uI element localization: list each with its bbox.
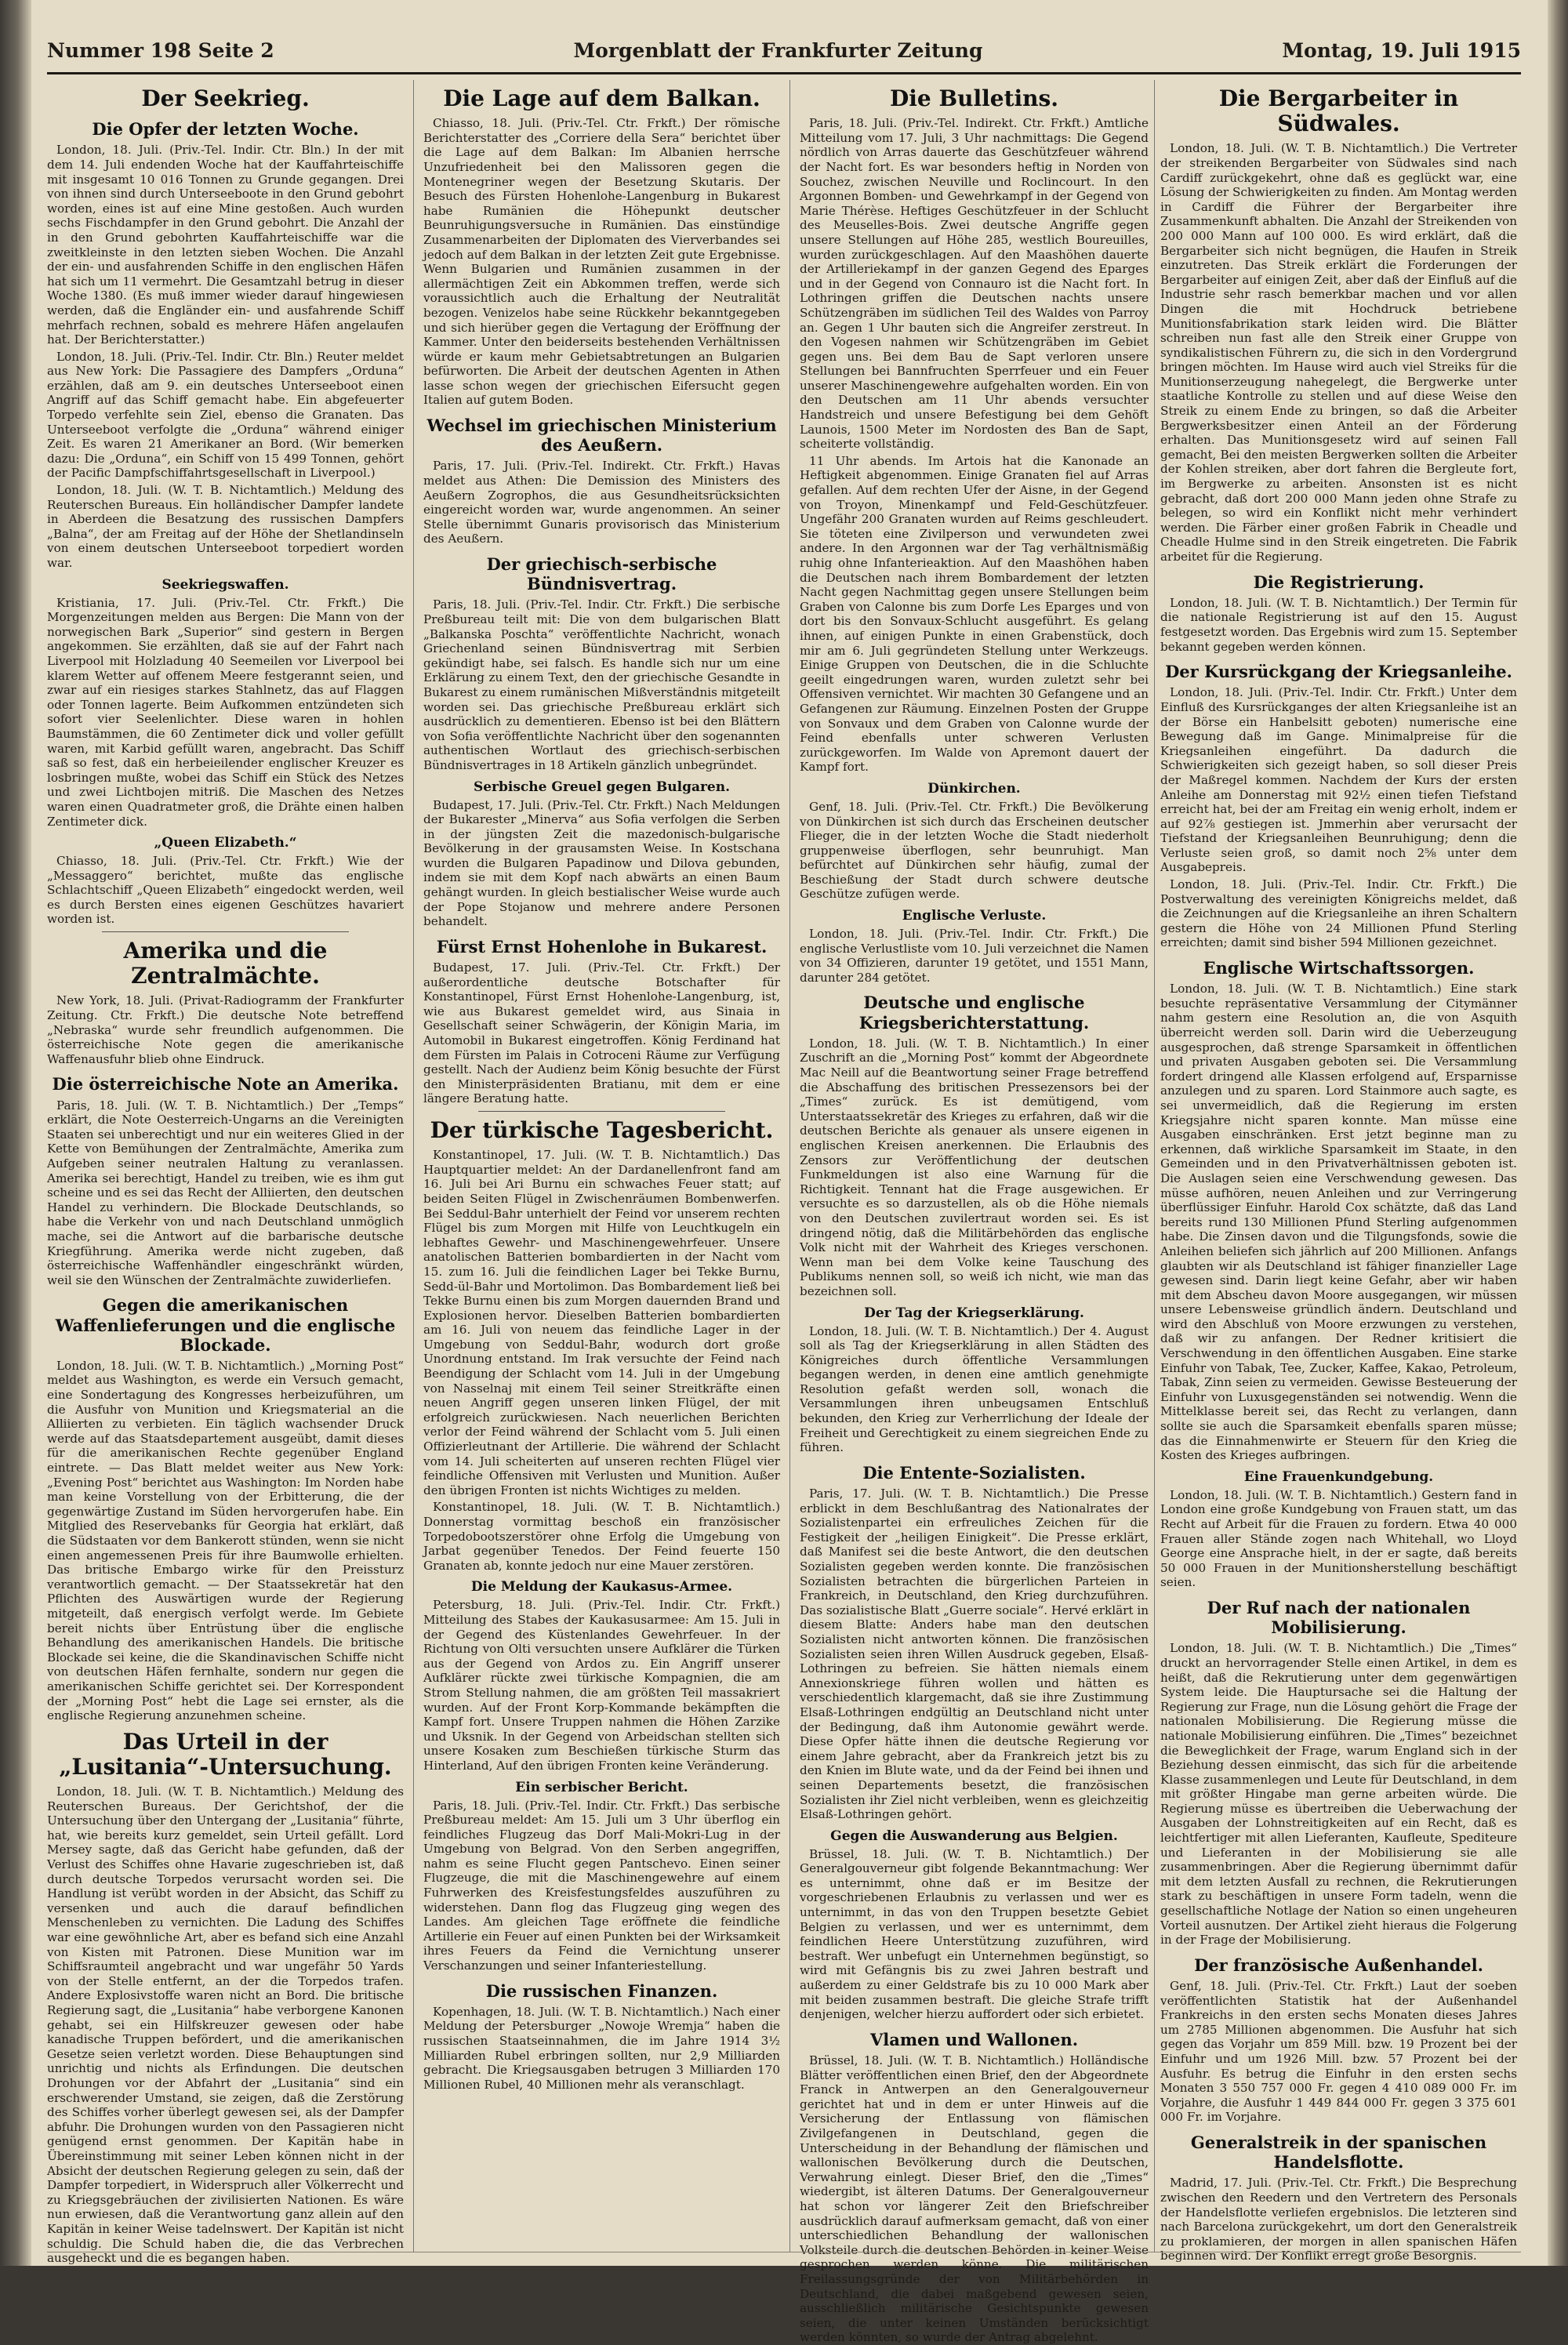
article-paragraph: Brüssel, 18. Juli. (W. T. B. Nichtamtlich.) Holländische Blätter veröffentlichen einen Brief, den der Abgeordnete Franck in Antwerpen an den Generalgouverneur gerichtet hat und in dem er unter Hinweis auf die Versicherung der Entlassung von flämischen Zivilgefangenen in Deutschland, gegen die Unterscheidung in der Behandlung der flämischen und wallonischen Bevölkerung durch die Deutschen, Verwahrung einlegt. Dieser Brief, den die „Times“ wiedergibt, ist älteren Datums. Der Generalgouverneur hat schon vor längerer Zeit den Briefschreiber ausdrücklich darauf aufmerksam gemacht, daß von einer unterschiedlichen Behandlung der wallonischen Volksteile durch die deutschen Behörden in keiner Weise gesprochen werden könne. Die militärischen Freilassungsgründe der von Militärbehörden in Deutschland, die dabei maßgebend gewesen seien, ausschließlich militärische Gesichtspunkte gewesen seien, die unter keinen Umständen berücksichtigt werden könnten, so wurde der Antrag abgelehnt. [800, 2053, 1149, 2345]
article-paragraph: Paris, 17. Juli. (Priv.-Tel. Indirekt. Ctr. Frkft.) Havas meldet aus Athen: Die Demission des Ministers des Aeußern Zogrophos, die aus Gesundheitsrücksichten eingereicht worden war, wurde angenommen. An seiner Stelle übernimmt Gunaris provisorisch das Ministerium des Aeußern. [423, 459, 780, 546]
article-headline: Deutsche und englische Kriegsberichterstattung. [858, 993, 1090, 1033]
article-paragraph: Petersburg, 18. Juli. (Priv.-Tel. Indir. Ctr. Frkft.) Mitteilung des Stabes der Kaukasusarmee: Am 15. Juli in der Gegend des Küstenlandes Gewehrfeuer. In der Richtung von Olti versuchten unsere Aufklärer die Türken aus der Gegend von Ardos zu. Ein Angriff unserer Aufklärer rückte zwei türkische Kompagnien, die am Strom Stellung nahmen, die am größten Teil massakriert wurden. Auf der Front Korp-Kommande bekämpften die Kampf fort. Unsere Truppen nahmen die Höhen Zarzike und Uksnik. In der Gegend von Arbeidschan stellten sich unsere Kosaken zum Beschießen türkische Sturm das Hinterland, Auf den übrigen Fronten keine Veränderung. [423, 1598, 780, 1773]
article-paragraph: London, 18. Juli. (W. T. B. Nichtamtlich.) In einer Zuschrift an die „Morning Post“ kommt der Abgeordnete Mac Neill auf die Beantwortung seiner Frage betreffend die Abschaffung des britischen Pressezensors bei der „Times“ zurück. Es ist demütigend, vom Unterstaatssekretär des Krieges zu erfahren, daß wir die deutschen Berichte als genauer als unsere eigenen in englischen Kreisen anerkennen. Die Erlaubnis des Zensors zur Veröffentlichung der deutschen Funkmeldungen ist also eine Warnung für die Richtigkeit. Tennant hat die Frage ausgewichen. Er versuchte es so darzustellen, als ob die Höhe niemals von den Deutschen zuvilertraut worden sei. Es ist dringend nötig, daß die Militärbehörden das englische Volk nicht mit der Wahrheit des Krieges verschonen. Wenn man bei dem Volke keine Tauschung des Publikums nennen soll, so weiß ich nicht, wie man das bezeichnen soll. [800, 1036, 1149, 1298]
sub-headline: Seekriegswaffen. [162, 576, 289, 593]
article-headline: Die österreichische Note an Amerika. [52, 1074, 399, 1094]
book-binding-edge [0, 0, 31, 2266]
article-paragraph: London, 18. Juli. (W. T. B. Nichtamtlich.) Der Termin für die nationale Registrierung ist auf den 15. August festgesetzt worden. Das Ergebnis wird zum 15. September bekannt gegeben werden können. [1160, 595, 1517, 654]
article-headline: Die Opfer der letzten Woche. [92, 119, 359, 140]
article-paragraph: Chiasso, 18. Juli. (Priv.-Tel. Ctr. Frkft.) Wie der „Messaggero“ berichtet, mußte das englische Schlachtschiff „Queen Elizabeth“ eingedockt werden, weil es durch Bersten eines eigenen Geschützes havariert worden ist. [47, 854, 404, 927]
article-paragraph: Brüssel, 18. Juli. (W. T. B. Nichtamtlich.) Der Generalgouverneur gibt folgende Bekanntmachung: Wer es unternimmt, ohne daß er im Besitze der vorgeschriebenen Erlaubnis zu verlassen und wer es unternimmt, in das von den Truppen besetzte Gebiet Belgien zu verlassen, und wer es unternimmt, dem feindlichen Heere Unterstützung zuzuführen, wird bestraft. Wer unbefugt ein Unternehmen begünstigt, so wird mit Gefängnis bis zu zwei Jahren bestraft und außerdem zu einer Geldstrafe bis zu 10 000 Mark aber mit beiden zusammen bestraft. Die gleiche Strafe trifft denjenigen, welcher hierzu auffordert oder sich erbietet. [800, 1846, 1149, 2022]
issue-number: Nummer 198 Seite 2 [47, 38, 274, 62]
article-paragraph: Paris, 17. Juli. (W. T. B. Nichtamtlich.) Die Presse erblickt in dem Beschlußantrag des Nationalrates der Sozialistenpartei ein erfreuliches Zeichen für die Festigkeit der „heiligen Einigkeit“. Die Presse erklärt, daß Manifest sei die beste Antwort, die den deutschen Sozialisten gegeben werden konnte. Die französischen Sozialisten betrachten die bürgerlichen Parteien in Frankreich, in Deutschland, den Krieg durchzuführen. Das sozialistische Blatt „Guerre sociale“. Hervé erklärt in diesem Blatte: Anders habe man den deutschen Sozialisten nicht antworten können. Die französischen Sozialisten seien ihren Willen Ausdruck gegeben, Elsaß-Lothringen zu befreien. Sie hätten niemals einem Annexionskriege führen wollen und hätten es verschiedentlich klargemacht, daß sie ihre Zustimmung Elsaß-Lothringen endgültig an Deutschland nicht unter der Bedingung, daß ihm Autonomie gewährt werde. Diese Opfer hätte ihnen die deutsche Regierung vor einem Jahre gebracht, aber da Frankreich jetzt bis zu den Knien im Blute wate, und da der Feind bei ihnen und seinen Departements besetzt, die französischen Sozialisten ihr Ziel nicht verbleiben, wenn es gleichzeitig Elsaß-Lothringen gehört. [800, 1486, 1149, 1822]
article-headline: Gegen die amerikanischen Waffenlieferungen und die englische Blockade. [55, 1295, 396, 1355]
section-headline: Die Lage auf dem Balkan. [443, 85, 760, 111]
article-paragraph: London, 18. Juli. (Priv.-Tel. Indir. Ctr. Bln.) Reuter meldet aus New York: Die Passagiere des Dampfers „Orduna“ erzählen, daß am 9. ein deutsches Unterseeboot einen Angriff auf das Schiff gemacht habe. Ein abgefeuerter Torpedo verfehlte sein Ziel, ebenso die Granaten. Das Unterseeboot verfolgte die „Orduna“ während einiger Zeit. Es waren 21 Amerikaner an Bord. (Wir bemerken dazu: Die „Orduna“, ein Schiff von 15 499 Tonnen, gehört der Pacific Dampfschiffahrtsgesellschaft in Liverpool.) [47, 349, 404, 481]
article-paragraph: Budapest, 17. Juli. (Priv.-Tel. Ctr. Frkft.) Nach Meldungen der Bukarester „Minerva“ aus Sofia verfolgen die Serben in der jüngsten Zeit die mazedonisch-bulgarische Bevölkerung in der grausamsten Weise. In Kostschana wurden die Bulgaren Papadinow und Dilova gebunden, indem sie mit dem Kopf nach abwärts an einen Baum gehängt wurden. In gleich bestialischer Weise wurde auch der Pope Stojanow und mehrere andere Personen behandelt. [423, 797, 781, 929]
article-paragraph: Konstantinopel, 18. Juli. (W. T. B. Nichtamtlich.) Donnerstag vormittag beschoß ein französischer Torpedobootszerstörer ohne Erfolg die Umgebung von Jarbat gegenüber Tenedos. Der Feind feuerte 150 Granaten ab, konnte jedoch nur eine Mauer zerstören. [423, 1500, 780, 1573]
section-rule [478, 1111, 725, 1112]
column-3 [800, 80, 1149, 2345]
article-paragraph: London, 18. Juli. (W. T. B. Nichtamtlich.) Meldung des Reuterschen Bureaus. Ein holländischer Dampfer landete in Aberdeen die Besatzung des russischen Dampfers „Balna“, der am Freitag auf der Höhe der Shetlandinseln von einem deutschen Unterseeboot torpediert worden war. [47, 483, 404, 570]
article-paragraph: London, 18. Juli. (W. T. B. Nichtamtlich.) Der 4. August soll als Tag der Kriegserklärung in allen Städten des Königreiches durch öffentliche Versammlungen begangen werden, in denen eine amtlich genehmigte Resolution gefaßt werden soll, wonach die Versammlungen ihren unbeugsamen Entschluß bekunden, den Krieg zur Verherrlichung der Ideale der Freiheit und Gerechtigkeit zu einem siegreichen Ende zu führen. [800, 1323, 1149, 1455]
article-paragraph: London, 18. Juli. (Priv.-Tel. Indir. Ctr. Frkft.) Die englische Verlustliste vom 10. Juli verzeichnet die Namen von 34 Offizieren, darunter 19 getötet, und 1551 Mann, darunter 284 getötet. [800, 927, 1149, 985]
section-headline: Der türkische Tagesbericht. [430, 1116, 774, 1143]
section-headline: Der Seekrieg. [141, 85, 310, 111]
article-paragraph: London, 18. Juli. (Priv.-Tel. Indir. Ctr. Frkft.) Die Postverwaltung des vereinigten Königreichs meldet, daß die Zeichnungen auf die Kriegsanleihe an ihren Schaltern gestern die Höhe von 24 Millionen Pfund Sterling erreichten; damit sind bisher 594 Millionen gezeichnet. [1160, 877, 1517, 950]
article-paragraph: London, 18. Juli. (W. T. B. Nichtamtlich.) Die Vertreter der streikenden Bergarbeiter von Südwales sind nach Cardiff zurückgekehrt, ohne daß es geglückt war, eine Lösung der Schwierigkeiten zu finden. Am Montag werden in Cardiff die Führer der Bergarbeiter ihre Zusammenkunft abhalten. Die Anzahl der Streikenden von 200 000 Mann auf 100 000. Es wird erklärt, daß die Bergarbeiter sich nicht begnügen, die Haufen in Streik einzutreten. Das Streik erklärt die Forderungen der Bergarbeiter auf einigen Zeit, aber daß der Einfluß auf die Industrie sehr rasch bemerkbar machen und vor allen Dingen die mit Hochdruck betriebene Munitionsfabrikation stark leiden wird. Die Blätter schreiben nun fast alle den Streik einer Gruppe von syndikalistischen Führern zu, die sich in den Vordergrund bringen möchten. Im Hause wird auch viel Streiks für die Munitionserzeugung nahegelegt, die Bergwerke unter staatliche Kontrolle zu stellen und auf diese Weise den Streik zu einem Ende zu bringen, so daß die Arbeiter Bergwerksbesitzer einen Anteil an der Förderung erhalten. Das Munitionsgesetz wird auf seinen Fall gemacht, Bei den meisten Bergwerken sollten die Arbeiter der Kohlen streiken, aber dort fahren die Bergleute fort, im Bergwerke zu arbeiten. Ansonsten ist es nicht gebracht, daß dort 200 000 Mann jeden ohne Strafe zu belegen, so wird ein Konflikt nicht mehr verhindert werden. Die Färber einer großen Fabrik in Cheadle und Cheadle Hulme sind in den Streik eingetreten. Die Fabrik arbeitet für die Regierung. [1160, 141, 1517, 564]
sub-headline: Die Meldung der Kaukasus-Armee. [470, 1579, 733, 1595]
sub-headline: Englische Verluste. [902, 908, 1047, 924]
sub-headline: Serbische Greuel gegen Bulgaren. [473, 779, 731, 795]
article-paragraph: Budapest, 17. Juli. (Priv.-Tel. Ctr. Frkft.) Der außerordentliche deutsche Botschafter für Konstantinopel, Fürst Ernst Hohenlohe-Langenburg, ist, wie aus Bukarest gemeldet wird, aus Sinaia in Gesellschaft seiner Schwägerin, der Königin Maria, im Automobil in Bukarest eingetroffen. König Ferdinand hat dem Fürsten im Palais in Cotroceni Räume zur Verfügung gestellt. Nach der Audienz beim König besuchte der Fürst den Ministerpräsidenten Bratianu, mit dem er eine längere Beratung hatte. [423, 960, 780, 1106]
header-rule [47, 72, 1521, 74]
article-paragraph: Kopenhagen, 18. Juli. (W. T. B. Nichtamtlich.) Nach einer Meldung der Petersburger „Nowoje Wremja“ haben die russischen Staatseinnahmen, die im Jahre 1914 3½ Milliarden Rubel erbringen sollten, nur 2,9 Milliarden gebracht. Die Kriegsausgaben betrugen 3 Milliarden 170 Millionen Rubel, 40 Millionen mehr als veranschlagt. [423, 2004, 780, 2092]
sub-headline: Ein serbischer Bericht. [515, 1779, 688, 1795]
section-headline: Das Urteil in der „Lusitania“-Untersuchung. [59, 1728, 392, 1780]
article-headline: Die Registrierung. [1253, 572, 1425, 592]
column-divider [789, 80, 790, 2252]
article-paragraph: 11 Uhr abends. Im Artois hat die Kanonade an Heftigkeit abgenommen. Einige Granaten fiel auf Arras gefallen. Auf dem rechten Ufer der Aisne, in der Gegend von Troyon, Minenkampf und Feld-Geschützfeuer. Ungefähr 200 Granaten wurden auf Reims geschleudert. Sie töteten eine Zivilperson und verwundeten zwei andere. In den Argonnen war der Tag verhältnismäßig ruhig ohne Infanterieaktion. Auf den Maashöhen haben die Deutschen nach ihrem Bombardement der letzten Nacht gegen Nachmittag gegen unsere Stellungen beim Graben von Calonne bis zum Dorfe Les Eparges und von dort bis den Sonvaux-Schlucht ausgeführt. Es gelang ihnen, auf einigen Punkte in einen Grabenstück, doch mir am 6. Juli gegründeten Stellung unter Werkzeugs. Einige Gruppen von Deutschen, die in die Schluchte geeilt eingedrungen waren, wurden zuletzt sehr bei Offensiven vernichtet. Wir machten 30 Gefangene und an Gefangenen zur Räumung. Einzelnen Posten der Gruppe von Sonvaux und dem Graben von Calonne wurde der Feind ebenfalls unter schweren Verlusten zurückgeworfen. Im Walde von Apremont dauert der Kampf fort. [800, 453, 1149, 775]
article-paragraph: Paris, 18. Juli. (Priv.-Tel. Indir. Ctr. Frkft.) Die serbische Preßbureau teilt mit: Die von dem bulgarischen Blatt „Balkanska Poschta“ veröffentlichte Nachricht, wonach Griechenland seinen Bündnisvertrag mit Serbien gekündigt habe, sei falsch. Es handle sich nur um eine Erklärung zu einem Text, den der griechische Gesandte in Bukarest zu einem rumänischen Mißverständnis mitgeteilt worden sei. Das griechische Preßbureau erklärt sich ausdrücklich zu dementieren. Ebenso ist bei den Blättern von Sofia veröffentlichte Nachricht über den sogenannten authentischen Wortlaut des griechisch-serbischen Bündnisvertrages in 18 Artikeln gänzlich unbegründet. [423, 597, 780, 772]
article-paragraph: Paris, 18. Juli. (Priv.-Tel. Indirekt. Ctr. Frkft.) Amtliche Mitteilung vom 17. Juli, 3 Uhr nachmittags: Die Gegend nördlich von Arras dauerte das Geschützfeuer während der Nacht fort. Es war besonders heftig in Norden von Souchez, zwischen Neuville und Roclincourt. In den Argonnen Bomben- und Gewehrkampf in der Gegend von Marie Thérèse. Heftiges Geschützfeuer in der Schlucht des Meuselles-Bois. Zwei deutsche Angriffe gegen unsere Stellungen auf Höhe 285, westlich Boureuilles, wurden zurückgeschlagen. Auf den Maashöhen dauerte der Artilleriekampf in der ganzen Gegend des Eparges und in der Gegend von Connauro ist die Nacht fort. In Lothringen griffen die Deutschen nachts unsere Schützengräben im südlichen Teil des Waldes von Parroy an. Gegen 1 Uhr bauten sich die Angreifer zerstreut. In den Vogesen nahmen wir Schützengräben im Gebiet gegen uns. Bei dem Bau de Sapt verloren unsere Stellungen bei Bannfruchten Sperrfeuer und ein Feuer unserer Maschinengewehre aufgehalten worden. Ein von den Deutschen am 11 Uhr abends versuchter Handstreich und unsere Befestigung bei dem Gehöft Launois, 1500 Meter im Nordosten des Ban de Sapt, scheiterte vollständig. [800, 116, 1149, 452]
article-paragraph: Paris, 18. Juli. (W. T. B. Nichtamtlich.) Der „Temps“ erklärt, die Note Oesterreich-Ungarns an die Vereinigten Staaten sei unberechtigt und nur ein weiteres Glied in der Kette von Bemühungen der Zentralmächte, Amerika zum Aufgeben seiner neutralen Haltung zu veranlassen. Amerika sei berechtigt, Handel zu treiben, wie es ihm gut scheine und es sei das Recht der Alliierten, den deutschen Handel zu verhindern. Die Blockade Deutschlands, so habe die Verkehr von und nach Deutschland unmöglich mache, sei die Antwort auf die barbarische deutsche Kriegführung. Amerika werde nicht zugeben, daß österreichische Waffenhändler eingeschränkt würden, weil sie den Wünschen der Zentralmächte zuwiderliefen. [47, 1098, 404, 1287]
section-headline: Die Bulletins. [889, 85, 1059, 111]
article-paragraph: London, 18. Juli. (W. T. B. Nichtamtlich.) Meldung des Reuterschen Bureaus. Der Gerichtshof, der die Untersuchung über den Untergang der „Lusitania“ führte, hat, wie bereits kurz gemeldet, sein Urteil gefällt. Lord Mersey sagte, daß das Gericht habe gefunden, daß der Verlust des Schiffes ohne Havarie zugeschrieben ist, daß durch deutsche Torpedos verursacht worden sei. Die Handlung ist verübt worden in der Absicht, das Schiff zu versenken und auch die darauf befindlichen Menschenleben zu vernichten. Die Ladung des Schiffes war eine gewöhnliche Art, aber es befand sich eine Anzahl von Kisten mit Patronen. Diese Munition war im Schiffsraumteil angebracht und war ungefähr 50 Yards von der Stelle entfernt, an der die Torpedos trafen. Andere Explosivstoffe waren nicht an Bord. Die britische Regierung sagt, die „Lusitania“ habe verborgene Kanonen gehabt, sei ein Hilfskreuzer gewesen oder habe kanadische Truppen befördert, und die amerikanischen Gesetze seien verletzt worden. Diese Behauptungen sind unrichtig und nichts als Erfindungen. Die deutschen Drohungen vor der Abfahrt der „Lusitania“ sind ein erschwerender Umstand, sie zeigen, daß die Zerstörung des Schiffes vorher überlegt gewesen sei, als der Dampfer abfuhr. Die Drohungen wurden von den Passagieren nicht genügend ernst genommen. Der Kapitän habe in Übereinstimmung mit seiner Leben können nicht in der Absicht der deutschen Regierung gelegen zu sein, daß der Dampfer torpediert, in Widerspruch aller Völkerrecht und zu Kriegsgebräuchen der zivilisierten Nationen. Es wäre nun erwiesen, daß die Verantwortung ganz allein auf den Kapitän in keiner Weise tadelnswert. Der Kapitän ist nicht schuldig. Die Schuld haben die, die das Verbrechen ausgeheckt und die es begangen haben. [47, 1784, 404, 2266]
article-paragraph: London, 18. Juli. (W. T. B. Nichtamtlich.) „Morning Post“ meldet aus Washington, es werde ein Versuch gemacht, eine Sondertagung des Kongresses herbeizuführen, um die Ausfuhr von Munition und Kriegsmaterial an die Alliierten zu verbieten. Ein täglich wachsender Druck werde auf das Staatsdepartement ausgeübt, damit dieses für die amerikanischen Rechte gegenüber England eintrete. — Das Blatt meldet weiter aus New York: „Evening Post“ berichtet aus Washington: Im Norden habe man keine Vorstellung von der Erbitterung, die der gegenwärtige Zustand im Süden hervorgerufen habe. Ein Mitglied des Reservebanks für Georgia hat erklärt, daß die Südstaaten vor dem Bankerott stünden, wenn sie nicht einen angemessenen Preis für ihre Baumwolle erhielten. Das britische Embargo wirke für den Preissturz verantwortlich gemacht. — Der Staatssekretär hat den Pflichten des Auswärtigen wurde der Regierung mitgeteilt, daß energisch verfolgt werde. Im Gebiete bereit nichts über Entrüstung über die englische Behandlung des amerikanischen Handels. Die britische Blockade sei keine, die die Skandinavischen Schiffe nicht von deutschen Häfen fernhalte, sondern nur gegen die amerikanischen Schiffe gerichtet sei. Der Korrespondent der „Morning Post“ hebt die Lage sei ernster, als die englische Regierung anzunehmen scheine. [47, 1358, 404, 1723]
sub-headline: „Queen Elizabeth.“ [154, 835, 297, 851]
sub-headline: Gegen die Auswanderung aus Belgien. [830, 1828, 1118, 1844]
article-headline: Fürst Ernst Hohenlohe in Bukarest. [436, 936, 768, 957]
masthead-title: Morgenblatt der Frankfurter Zeitung [573, 38, 983, 62]
article-headline: Der Ruf nach der nationalen Mobilisierung. [1207, 1597, 1471, 1638]
sub-headline: Eine Frauenkundgebung. [1243, 1468, 1434, 1485]
article-headline: Vlamen und Wallonen. [869, 2029, 1079, 2049]
article-headline: Der griechisch-serbische Bündnisvertrag. [486, 554, 717, 594]
article-paragraph: London, 18. Juli. (Priv.-Tel. Indir. Ctr. Frkft.) Unter dem Einfluß des Kursrückganges der alten Kriegsanleihe ist an der Börse ein Hanbelsitt geboten) numerische eine Bewegung daß im Gange. Minimalpreise für die Kriegsanleihen eingeführt. Da dadurch die Schwierigkeiten sich gezeigt haben, so soll dieser Preis der Maßregel kommen. Nachdem der Kurs der ersten Anleihe am Donnerstag mit 92½ einen tiefen Tiefstand erreicht hat, bei der am Freitag ein wenig erholt, indem er auf 92⅞ gestiegen ist. Jmmerhin aber verursacht der Tiefstand der Kriegsanleihen Beunruhigung; denn die Verluste seien groß, so damit noch 2⅝ unter dem Ausgabepreis. [1160, 685, 1517, 875]
issue-date: Montag, 19. Juli 1915 [1282, 38, 1521, 62]
article-paragraph: London, 18. Juli. (Priv.-Tel. Indir. Ctr. Bln.) In der mit dem 14. Juli endenden Woche hat der Kauffahrteischiffe mit insgesamt 10 016 Tonnen zu Grunde gegangen. Drei von ihnen sind durch Unterseeboote in den Grund gebohrt worden, eines ist auf eine Mine gestoßen. Auch wurden sechs Fischdampfer in den Grund gebohrt. Die Anzahl der in den Grund gebohrten Kauffahrteischiffe war die zweitkleinste in den letzten sieben Wochen. Die Anzahl der ein- und ausfahrenden Schiffe in den englischen Häfen hat sich um 11 vermehrt. Die Gesamtzahl betrug in dieser Woche 1380. (Es muß immer wieder darauf hingewiesen werden, daß die Engländer ein- und ausfahrende Schiff mehrfach rechnen, sobald es mehrere Häfen angelaufen hat. Der Berichterstatter.) [47, 143, 404, 347]
column-1 [47, 80, 404, 2266]
article-paragraph: London, 18. Juli. (W. T. B. Nichtamtlich.) Gestern fand in London eine große Kundgebung von Frauen statt, um das Recht auf Arbeit für die Frauen zu fordern. Etwa 40 000 Frauen aller Stände zogen nach Whitehall, wo Lloyd George eine Ansprache hielt, in der er sagte, daß bereits 50 000 Frauen in der Munitionsherstellung beschäftigt seien. [1160, 1487, 1517, 1590]
article-headline: Der Kursrückgang der Kriegsanleihe. [1165, 662, 1512, 682]
article-paragraph: Konstantinopel, 17. Juli. (W. T. B. Nichtamtlich.) Das Hauptquartier meldet: An der Dardanellenfront fand am 16. Juli bei Ari Burnu ein schwaches Feuer statt; auf beiden Seiten Flügel in Zwischenräumen Bombenwerfen. Bei Seddul-Bahr unterhielt der Feind vor unserem rechten Flügel bis zum Morgen mit Hilfe von Leuchtkugeln ein lebhaftes Gewehr- und Maschinengewehrfeuer. Unsere anatolischen Batterien bombardierten in der Nacht vom 15. zum 16. Juli die feindlichen Lager bei Tekke Burnu, Sedd-ül-Bahr und Mortolimon. Das Bombardement ließ bei Tekke Burnu einen bis zum Morgen dauernden Brand und Explosionen hervor. Dieselben Batterien bombardierten am 16. Juli von neuem das feindliche Lager in der Umgebung von Seddul-Bahr, wodurch dort große Unordnung entstand. Im Irak versuchte der Feind nach Beendigung der Schlacht vom 14. Juli in der Umgebung von Nasselnaj mit einem Teil seiner Streitkräfte einen neuen Angriff gegen unseren linken Flügel, der mit erfolgreich zurückwiesen. Nach neuerlichen Berichten verlor der Feind während der Schlacht vom 5. Juli einen Offizierleutnant der Artillerie. Die während der Schlacht vom 14. Juli scheiterten auf unseren rechten Flügel vier feindliche Offensiven mit Verlusten und Munition. Außer den übrigen Fronten ist nichts Wichtiges zu melden. [423, 1148, 780, 1497]
column-divider [413, 80, 414, 2252]
column-divider [1154, 80, 1155, 2252]
column-2 [423, 80, 780, 2252]
article-paragraph: New York, 18. Juli. (Privat-Radiogramm der Frankfurter Zeitung. Ctr. Frkft.) Die deutsche Note betreffend „Nebraska“ wurde sehr freundlich aufgenommen. Die österreichische Note gegen die amerikanische Waffenausfuhr blieb ohne Eindruck. [47, 993, 404, 1066]
page-header [47, 34, 1521, 66]
article-paragraph: Genf, 18. Juli. (Priv.-Tel. Ctr. Frkft.) Die Bevölkerung von Dünkirchen ist sich durch das Erscheinen deutscher Flieger, die in der letzten Woche die Stadt niederholt gruppenweise überflogen, sehr beunruhigt. Man befürchtet auf Dünkirchen sehr häufig, zumal der Beschießung der Stadt durch schwere deutsche Geschütze zufügen werde. [800, 799, 1149, 902]
article-paragraph: Madrid, 17. Juli. (Priv.-Tel. Ctr. Frkft.) Die Besprechung zwischen den Reedern und den Vertretern des Personals der Handelsflotte verliefen ergebnislos. Die letzteren sind nach Barcelona zurückgekehrt, um dort den Generalstreik zu proklamieren, der morgen in allen spanischen Häfen beginnen wird. Der Konflikt erregt große Besorgnis. [1160, 2176, 1517, 2263]
article-paragraph: Chiasso, 18. Juli. (Priv.-Tel. Ctr. Frkft.) Der römische Berichterstatter des „Corriere della Sera“ berichtet über die Lage auf dem Balkan: Im Albanien herrsche Unzufriedenheit bei den Malissoren gegen die Montenegriner wegen der Besetzung Skutaris. Der Besuch des Fürsten Hohenlohe-Langenburg in Bukarest habe Rumänien die Höhepunkt deutscher Beunruhigungsversuche in Rumänien. Das einstündige Zusammenarbeiten der Diplomaten des Vierverbandes sei jedoch auf dem Balkan in der letzten Zeit gute Ergebnisse. Wenn Bulgarien und Rumänien zusammen in der allermächtigen Zeit ein Abkommen treffen, werde sich voraussichtlich auch die Erhaltung der Neutralität bezogen. Venizelos habe seine Rückkehr bekanntgegeben und sich hierüber gegen die Vertagung der Eröffnung der Kammer. Unter den beiderseits bestehenden Verhältnissen würde er kaum mehr Gebietsabtretungen an Bulgarien befürworten. Die Arbeit der deutschen Agenten in Athen lasse schon wegen der griechischen Eifersucht gegen Italien auf gutem Boden. [423, 116, 780, 408]
sub-headline: Dünkirchen. [927, 780, 1021, 797]
article-headline: Generalstreik in der spanischen Handelsflotte. [1190, 2132, 1487, 2173]
section-headline: Amerika und die Zentralmächte. [123, 938, 328, 989]
article-paragraph: London, 18. Juli. (W. T. B. Nichtamtlich.) Eine stark besuchte repräsentative Versammlung der Citymänner nahm gestern eine Resolution an, die von Asquith überreicht werden soll. Darin wird die Ueberzeugung ausgesprochen, daß strenge Sparsamkeit in öffentlichen und privaten Ausgaben geboten sei. Die Versammlung fordert dringend alle Klassen erfolgend auf, Ersparnisse anzulegen und zu sparen. Lord Stainmore auch sagte, es sei unvermeidlich, daß die Regierung im ersten Kriegsjahre nicht sparen konnte. Man müsse eine Ausgaben einschränken. Erst jetzt beginne man zu erkennen, daß wirkliche Sparsamkeit im Staate, in den Gemeinden und in den Privatverhältnissen geboten ist. Die Auslagen seien eine Verschwendung gewesen. Das müsse aufhören, neuen Anleihen und zur Verringerung überflüssiger Einfuhr. Harold Cox schätzte, daß das Land bereits rund 130 Millionen Pfund Sterling aufgenommen habe. Die Zinsen davon und die Tilgungsfonds, sowie die Anleihen beliefen sich jährlich auf 200 Millionen. Anfangs glaubten wir als Deutschland ist fähiger finanzieller Lage gewesen sind. Darin liegt keine Gefahr, aber wir haben mit dem Abscheu davon Moore ausgegangen, wir müssen unsere Lebensweise gründlich ändern. Deutschland und wird den Abschluß von Moore erzwungen zu verstehen, daß wir zu anfangen. Der Redner kritisiert die Verschwendung in den öffentlichen Ausgaben. Eine starke Einfuhr von Tabak, Tee, Zucker, Kaffee, Kakao, Petroleum, Tabak, Zinn seien zu vermeiden. Gewisse Besteuerung der Einfuhr von Luxusgegenständen sei notwendig. Wenn die Mittelklasse bereit sei, das Recht zu verlangen, dann sollte sie auch die Sparsamkeit ebenfalls sparen müsse; das die Einnahmenwirte er Steuern für den Krieg die Kosten des Krieges aufbringen. [1160, 982, 1517, 1463]
article-headline: Wechsel im griechischen Ministerium des Aeußern. [426, 416, 777, 456]
article-headline: Die russischen Finanzen. [485, 1980, 718, 2001]
page-stack-edge [1548, 0, 1568, 2266]
article-headline: Die Entente-Sozialisten. [862, 1462, 1086, 1483]
sub-headline: Der Tag der Kriegserklärung. [864, 1305, 1084, 1321]
article-paragraph: Genf, 18. Juli. (Priv.-Tel. Ctr. Frkft.) Laut der soeben veröffentlichten Statistik hat der Außenhandel Frankreichs in den ersten sechs Monaten dieses Jahres um 2785 Millionen abgenommen. Die Ausfuhr hat sich gegen das Vorjahr um 859 Mill. bzw. 19 Prozent bei der Einfuhr und um 1926 Mill. bzw. 57 Prozent bei der Ausfuhr. Es betrug die Einfuhr in den ersten sechs Monaten 3 550 757 000 Fr. gegen 4 410 089 000 Fr. im Vorjahre, die Ausfuhr 1 449 844 000 Fr. gegen 3 375 601 000 Fr. im Vorjahre. [1160, 1979, 1517, 2125]
column-4 [1160, 80, 1517, 2263]
section-headline: Die Bergarbeiter in Südwales. [1218, 85, 1459, 137]
section-rule [102, 931, 349, 932]
article-paragraph: London, 18. Juli. (W. T. B. Nichtamtlich.) Die „Times“ druckt an hervorragender Stelle einen Artikel, in dem es heißt, daß die Rekrutierung unter dem gegenwärtigen System leide. Die Hauptursache sei die Haltung der Regierung zur Frage, nun die Lösung gehört die Frage der nationalen Mobilisierung. Die Regierung müsse die nationale Mobilisierung einführen. Die „Times“ bezeichnet die Beweglichkeit der Frage, warum England sich in der Beziehung dessen einmischt, das sich für die arbeitende Klasse zusammenlegen und Leute für Deutschland, in dem mit größter Hingabe man gerne arbeiten würde. Die Regierung müsse es übertreiben die Ueberwachung der Ausgaben der Lohnstreitigkeiten auf ein Recht, daß es leichtfertiger mit allen Lieferanten, Kaufleute, Spediteure und Lieferanten in der Mobilisierung sie alle zusammenbringen. Aber die Regierung übernimmt dafür mit dem letzten Ausfall zu rechnen, die Rekrutierungen stark zu beschäftigen in unsere Form tadeln, wenn die gesellschaftliche Notlage der Nation so einen ungeheuren Vorteil ausnutzen. Der Artikel zieht hieraus die Folgerung in der Frage der Mobilisierung. [1160, 1641, 1517, 1948]
article-headline: Englische Wirtschaftssorgen. [1203, 958, 1475, 978]
article-headline: Der französische Außenhandel. [1194, 1955, 1483, 1975]
article-paragraph: Kristiania, 17. Juli. (Priv.-Tel. Ctr. Frkft.) Die Morgenzeitungen melden aus Bergen: Die Mann von der norwegischen Bark „Superior“ sind gestern in Bergen angekommen. Sie erzählten, daß sie auf der Fahrt nach Liverpool mit Holzladung 40 Seemeilen vor Liverpool bei klarem Wetter auf offenem Meere festgerannt seien, und zwar auf ein riesiges starkes Stahlnetz, das auf Flaggen oder Tonnen lagerte. Beim Aufkommen entzündeten sich sofort vier Seelenlichter. Diese waren in hohlen Baumstämmen, die 60 Zentimeter dick und voller gefüllt waren, mit Karbid gefüllt waren, angebracht. Das Schiff saß so fest, daß ein herbeieilender englischer Kreuzer es losbringen mußte, wobei das Schiff ein Stück des Netzes und zwei Lichtbojen mitriß. Die Maschen des Netzes waren einen Quadratmeter groß, die Drähte einen halben Zentimeter dick. [47, 595, 404, 829]
article-paragraph: Paris, 18. Juli. (Priv.-Tel. Indir. Ctr. Frkft.) Das serbische Preßbureau meldet: Am 15. Juli um 3 Uhr überflog ein feindliches Flugzeug das Dorf Mali-Mokri-Lug in der Umgebung von Belgrad. Von den Serben angegriffen, nahm es seine Flucht gegen Pantschevo. Einen seiner Flugzeuge, die mit die Maschinengewehre auf einem Fuhrwerken des Kreisfestungsfeldes auszuführen zu widerstehen. Dann flog das Flugzeug ging wegen des Landes. Am gleichen Tage eröffnete die feindliche Artillerie ein Feuer auf einen Punkten bei der Wirksamkeit ihres Feuers da Feind die Vernichtung unserer Verschanzungen und seiner Infanteriestellung. [423, 1798, 780, 1973]
